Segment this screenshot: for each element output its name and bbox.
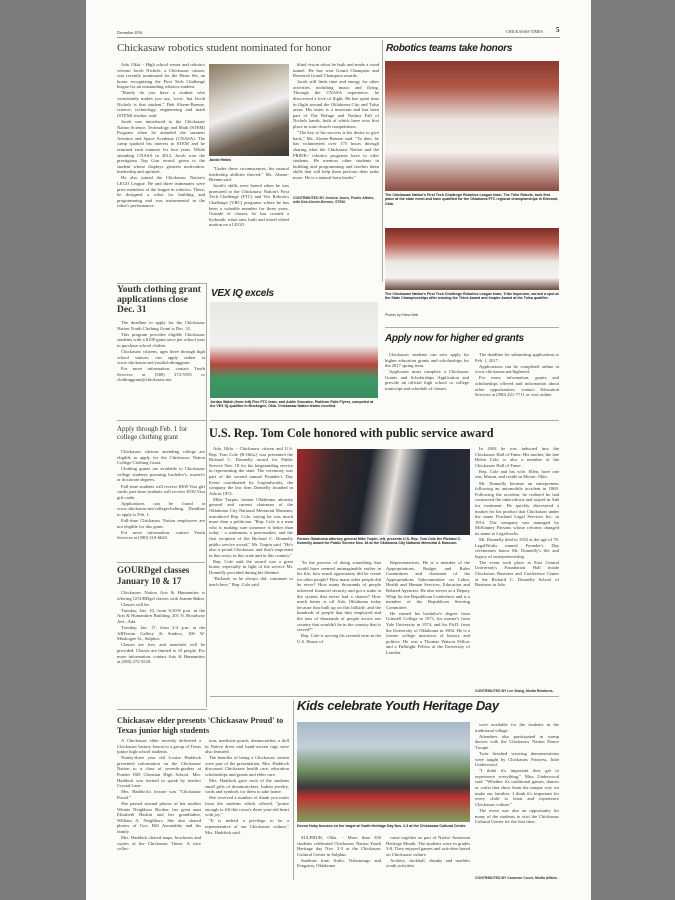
paragraph: He also joined the Chickasaw Nation's LEGO League. He and three teammates were prior members of the league in robotics. There, he designed a robot for building and programming and was instrumental in the robot's performance. (117, 175, 205, 209)
paragraph: Classes are free, and materials will be provided. Classes are limited to 10 people. For more information, contact Arts & Humanities at (580) 272-5520. (117, 642, 205, 665)
paragraph: Mr. Donnelly died in 1952 at the age of 78. LegalWorks named Founder's Day ceremonies honor Mr. Donnelly's life and legacy of entrepreneurship. (475, 537, 559, 559)
cole-col1 (209, 446, 293, 698)
paragraph: Mrs. Haddock gave each of the students small gifts of dreamcatchers, Indian jewelry, cards and symbols for them to take home. (205, 778, 289, 795)
paragraph: Ada, Okla. - Chickasaw citizen and U.S. Rep. Tom Cole (R-Okla.) was presented the Richard C. Donnelly award for Public Service Nov. 18 for his longstanding service in representing the state. The ceremony was part of the second annual Founder's Day Event coordinated by Legendworks, the company the law firm Donnelly founded in Ada in 1872. (209, 446, 293, 496)
section-rule (117, 283, 207, 284)
paragraph: The event took place at East Central University's Foundation Hall inside Chickasaw Business and Conference Center at the Richard C. Donnelly School of Business in Ada. (475, 559, 559, 588)
elder-col1 (117, 738, 201, 878)
paragraph: Mr. Donnelly became an entrepreneur following an automobile accident in 1869. Following the accident, he realized he had contracted the tuberculosis and stayed in Ada for treatment. He quickly discovered a market for his product that Chickasaw under the name Portland Legal Services Inc. in 1914. The company was managed by McKinney Parsons whose reforms changed its name to Legalworks. (475, 480, 559, 536)
section-rule (117, 709, 207, 710)
paragraph: Jacob was introduced to the Chickasaw Nation Science, Technology and Math (STEM) Program when he attended the summer Aviation and Space Academy (CNASA). The camp sparked his interest in STEM and he returned each summer for four years. While attending CNASA in 2012, Jacob won the prestigious Top Gun award, given to the student whose displays greatest motivation, leadership and aptitude. (117, 118, 205, 175)
paragraph: Ada, Okla. - High school senior and robotics veteran Jacob Nichols, a Chickasaw citizen, was recently nominated for the Heart Set, an honor recognizing the First Tech Challenge league for an outstanding robotics student. (117, 62, 205, 90)
paragraph: Ninety-three year old Louise Haddock presented information on the Chickasaw Nation to a class of seventh-graders at Ponder ISD Christian High School. Mrs. Haddock was invited to speak by teacher Crystal Lane. (117, 755, 201, 789)
paragraph: SULPHUR, Okla. - More than 350 students celebrated Chickasaw Nation Youth Heritage day Nov. 2-3 at the Chickasaw Cultural Center in Sulphur. (297, 835, 381, 857)
photo-tribe-imperium-team (385, 228, 559, 290)
photo-credit: Photos by Kisha Walt (385, 313, 419, 317)
section-rule (210, 696, 559, 697)
photo-caption: The Chickasaw Nation's First Tech Challenge Robotics League team, The Tribe Robots, took first place at the state event and have qualified for the Oklahoma FTC regional championships in Edmond, Okla. (385, 193, 559, 206)
paragraph: Chickasaw Nation Arts & Humanities is offering GOURDgel classes with Joanne Baker. (117, 590, 205, 601)
paragraph: Archery, stickball, chunky and marbles youth activities (386, 857, 470, 869)
photo-caption: Former Oklahoma attorney general Mike Turpin, left, presents U.S. Rep. Tom Cole the Richard C. Donnelly award for Public Service Nov. 18 at the Oklahoma City National Memorial & Museum. (297, 537, 462, 546)
paragraph: "The key to his success is his desire to give back," Ms. Alsene-Brenne said. "To date, he has volunteered over 175 hours through sharing what the Chickasaw Nation and the PRIDE+ robotics programs have to offer students. He mentors other students in building and programming and teaches them skills that will help them perform their tasks more. He is a natural born leader." (293, 130, 379, 180)
paragraph: Mike Turpin, former Oklahoma attorney general and current chairman of the Oklahoma City National Memorial Museum, introduced Rep. Cole, saying he was much more than a politician. "Rep. Cole is a man who is making sure someone is better than today - a statesman, a peacemaker, and the first recipient of the Richard C. Donnelly public service award," Mr. Turpin said. "He's also a proud Chickasaw and that's important in this town, in this state and in this country." (209, 496, 293, 558)
headline-gourdgel: GOURDgel classes January 10 & 17 (117, 565, 190, 586)
section-rule (210, 420, 559, 421)
robotics-student-col2 (209, 166, 289, 282)
column-divider (293, 700, 294, 880)
photo-vex-iq-students (210, 302, 378, 398)
headline-youth-clothing: Youth clothing grant applications close Dec. 31 (117, 285, 201, 315)
section-rule (385, 327, 559, 328)
issue-date: December 2016 (117, 30, 143, 35)
paragraph: Mrs. Haddock shared maps, brochures and copies of the Chickasaw Times. A wire collec- (117, 835, 201, 852)
paragraph: Classes will be: (121, 601, 150, 607)
header-rule (117, 37, 560, 38)
robotics-student-col1 (117, 62, 205, 282)
paragraph: tion, medicine pouch, dreamcatcher, a doll in Native dress and hand-woven rugs were also featured. (205, 738, 289, 755)
paragraph: In 2004 he was inducted into the Chickasaw Hall of Fame. His mother, the late Helen Cole, is also a member of the Chickasaw Hall of Fame. (475, 446, 559, 468)
paragraph: Applications can be completed online at www.chickasaw.net/highered. (475, 363, 559, 375)
headline-higher-ed-grants: Apply now for higher ed grants (385, 333, 524, 344)
paragraph: The deadline to apply for the Chickasaw Nation Youth Clothing Grant is Dec. 31. (117, 320, 205, 331)
headline-tom-cole: U.S. Rep. Tom Cole honored with public service award (209, 426, 494, 440)
section-rule (117, 420, 207, 421)
cole-col4 (475, 446, 559, 686)
paragraph: "Under these circumstances, his natural leadership abilities thrived," Ms. Alsene-Brenne said. (209, 166, 289, 183)
article-credit: CONTRIBUTED BY Cameron Cover, Media Affairs. (475, 876, 558, 880)
paragraph: Representatives. He is a member of the Appropriations, Budget and Rules Committees and chairman of the Appropriations Subcommittee on Labor, Health and Human Services, Education and Related Agencies. He also serves as a Deputy Whip for the Republican Conference and is a member of the Republican Steering Committee. (386, 560, 470, 610)
paragraph: Attendees also participated in stomp dances with the Chickasaw Nation Dance Troupe. (475, 733, 559, 750)
paragraph: "I think it's important they get to experience everything," Miss Underwood said. "Whether it's traditional games, dances or crafts that show them the unique way we make our families. I think it's important for every child to learn and experience Chickasaw culture." (475, 768, 559, 807)
paragraph: Twin finished weaving demonstrations were taught by Chickasaw Princess, Julie Underwood. (475, 750, 559, 768)
paragraph: Chickasaw students can now apply for higher education grants and scholarships for the 2017 spring term. (385, 352, 469, 369)
paragraph: Full-time Chickasaw Nation employees are not eligible for this grant. (117, 518, 205, 529)
paragraph: Chickasaw citizens attending college are eligible to apply for the Chickasaw Nation College Clothing Grant. (117, 449, 205, 466)
paragraph: Jacob still finds time and energy for other activities, including music and flying. Through the CNASA experience, he discovered a love of flight. He has spent time in flight around the Oklahoma City and Tulsa areas. His sister is a musician and has been part of The Refuge and Nachez Fall of Nichols bands, both of which have won first place in state church competitions. (293, 79, 379, 130)
photo-caption: Jacob Hinkis (209, 158, 232, 162)
photo-caption: Jordan Walsh (from left) Flex FTC team, and Addie Gonzalez, Platform Falls Flyers, competed at the VEX IQ qualifier in Muskogee, Okla. Chickasaw Nation teams excelled. (210, 400, 374, 409)
gourdgel-body (117, 590, 205, 702)
paragraph: came together as part of Native American Heritage Month. The students were in grades 3-8. They enjoyed games and activities based on Chickasaw culture. (386, 835, 470, 857)
paragraph: Rep. Cole and his wife, Ellen, have one son, Mason, and reside in Moore, Okla. (475, 468, 559, 480)
paragraph: "In the process of doing something that would have seemed unimaginable earlier in his life, how much opportunity did he create for other people? How many other people did he serve? How many thousands of people achieved financial security and got a stake in the system that never had a chance? How much better is off Ada, Oklahoma today because that built up on this hillside, and the hundreds of people that they employed and the tens of thousands of people across our country that wouldn't be in the country that is served?" (297, 560, 381, 633)
paragraph: She received a number of thank you notes from the students which offered, "praise enough to fill this room's three year-old heart with joy." (205, 795, 289, 818)
cole-col3 (386, 560, 470, 698)
paragraph: Applications can be found at www.chickasaw.net/collegeclothing. Deadline to apply is Feb. 1. (117, 500, 205, 518)
paragraph: Rep. Cole said the award was a great honor, especially in light of the service Mr. Donnelly provided during his lifetime. (209, 558, 293, 576)
masthead-paper-name: CHICKASAW TIMES (506, 29, 543, 34)
kids-col1 (297, 835, 381, 881)
photo-archery-student (297, 722, 470, 822)
paragraph: For more information, grants and scholarships offered and information about other opportunities, contact Education Services at (580) 421-7711 or visit online. (475, 375, 559, 398)
photo-tribe-robots-team (385, 61, 559, 191)
paragraph: A Chickasaw elder recently delivered a Chickasaw history lesson to a group of Texas junior high school students. (117, 738, 201, 755)
headline-robotics-student: Chickasaw robotics student nominated for honor (117, 42, 332, 54)
photo-tom-cole-award (297, 449, 470, 535)
page-number: 5 (556, 26, 560, 34)
paragraph: Jacob's skills were honed when he was promoted to the Chickasaw Nation's First Tech Challenge (FTC) and Vex Robotics Challenge (VRC) programs where he has been a valuable member for three years. Outside of classes, he has created a hydraulic robot arm, built and tested wheel motion on a LEGO (209, 183, 289, 228)
photo-caption: The Chickasaw Nation's First Tech Challenge Robotics League team, Tribe Imperium, earned a spot at the State Championships after winning the Think Award and Inspire Award at the Tulsa qualifier. (385, 292, 559, 301)
paragraph: "Rarely do you have a student who consistently makes you say, 'wow', but Jacob Nichols is that student," Deb Alsene-Brenne, science, technology, engineering and math (STEM) teacher, said. (117, 90, 205, 118)
elder-col2 (205, 738, 289, 878)
paragraph: Rep. Cole is serving his seventh term in the U.S. House of (297, 633, 381, 644)
photo-caption: Devon Hoby focuses on her target at Youth Heritage Day Nov. 2-3 at the Chickasaw Cultural Center. (297, 824, 467, 828)
paragraph: She passed around photos of her mother Winnie Neighbors Booker, her great aunt Elizabeth Haskin and her grandfather, William A. Neighbors. She also shared photos of Gov. Bill Anoatubby and his family. (117, 801, 201, 834)
paragraph: "Richard, as he always did, continues to teach here," Rep. Cole said. (209, 576, 293, 587)
higher-ed-col2 (475, 352, 559, 414)
paragraph: blind vision robot he built and made a wind tunnel. He has won Grand Champion and Research Grand Champion awards. (293, 62, 379, 79)
headline-robotics-teams: Robotics teams take honors (386, 43, 513, 54)
paragraph: were available for the students in the traditional village. (475, 722, 559, 733)
kids-col2 (386, 835, 470, 881)
college-clothing-body (117, 449, 205, 559)
kids-col3 (475, 722, 559, 862)
paragraph: He earned his bachelor's degree from Grinnell College in 1971, his master's from Yale University in 1974, and his Ph.D. from the University of Oklahoma in 1984. He is a former college instructor of history and politics. He was a Thomas Watson Fellow and a Fulbright Fellow at the University of London. (386, 610, 470, 655)
paragraph: Chickasaw citizens, ages three through high school seniors, can apply online at www.chickasaw.net/youthclothinggrant. (117, 348, 205, 366)
article-credit: CONTRIBUTED BY Jessica Jones, Public Affairs, with Deb Alsene-Brenne, STEM. (293, 196, 375, 204)
column-divider (206, 424, 207, 707)
headline-youth-heritage-day: Kids celebrate Youth Heritage Day (297, 698, 499, 713)
paragraph: Tuesday, Jan. 10, from 6:30-8 p.m. in the Arts & Humanities Building, 201 N. Broadway Ave., Ada. (117, 607, 205, 624)
paragraph: The benefits of being a Chickasaw citizen were part of the presentation. Mrs. Haddock discussed Chickasaw health care, education scholarships and grants and elder care. (205, 755, 289, 778)
paragraph: Applicants must complete a Chickasaw Grants and Scholarships Application and provide an official high school or college transcript and schedule of classes. (385, 369, 469, 392)
headline-vex-iq: VEX IQ excels (211, 288, 274, 299)
paragraph: For more information, contact Youth Services at (580) 310-6620. (117, 529, 205, 541)
newspaper-page (86, 0, 591, 900)
headline-college-clothing: Apply through Feb. 1 for college clothing grant (117, 425, 188, 441)
paragraph: For more information, contact Youth Services at (580) 272-5595 or clothinggrant@chickasaw.net. (117, 366, 205, 383)
higher-ed-col1 (385, 352, 469, 414)
column-divider (206, 283, 207, 428)
paragraph: The event was also an opportunity for many of the students to visit the Chickasaw Cultural Center for the first time. (475, 807, 559, 825)
paragraph: "It is indeed a privilege to be a representative of our Chickasaw culture," Mrs. Haddock said. (205, 818, 289, 835)
section-rule (117, 562, 205, 563)
robotics-student-col3 (293, 62, 379, 194)
paragraph: Tuesday, Jan. 17, from 2-4 p.m. at the ARTesian Gallery & Studios, 100 W. Muskogee St., Sulphur. (117, 625, 205, 642)
paragraph: Clothing grants are available to Chickasaw college students pursuing bachelor's, master's or doctorate degrees. (117, 466, 205, 483)
photo-jacob-robotics (209, 64, 289, 156)
paragraph: The deadline for submitting applications is Feb. 1, 2017. (475, 352, 559, 363)
paragraph: Students from Ardie, Tishomingo and Kingston, Oklahoma (297, 857, 381, 869)
youth-clothing-body (117, 320, 205, 416)
headline-chickasaw-elder: Chickasaw elder presents 'Chickasaw Proud' to Texas junior high students (117, 716, 284, 735)
paragraph: This program provides eligible Chickasaw students with a $100 grant once per school year to purchase school clothes. (117, 331, 205, 348)
cole-col2 (297, 560, 381, 698)
article-credit: CONTRIBUTED BY Lee Stang, Media Relations. (475, 689, 554, 693)
paragraph: Full-time students will receive $300 Visa gift cards; part-time students will receive $150 Visa gift cards. (117, 483, 205, 500)
paragraph: Mrs. Haddock's lecture was "Chickasaw Proud." (117, 789, 201, 800)
column-divider (382, 40, 383, 282)
